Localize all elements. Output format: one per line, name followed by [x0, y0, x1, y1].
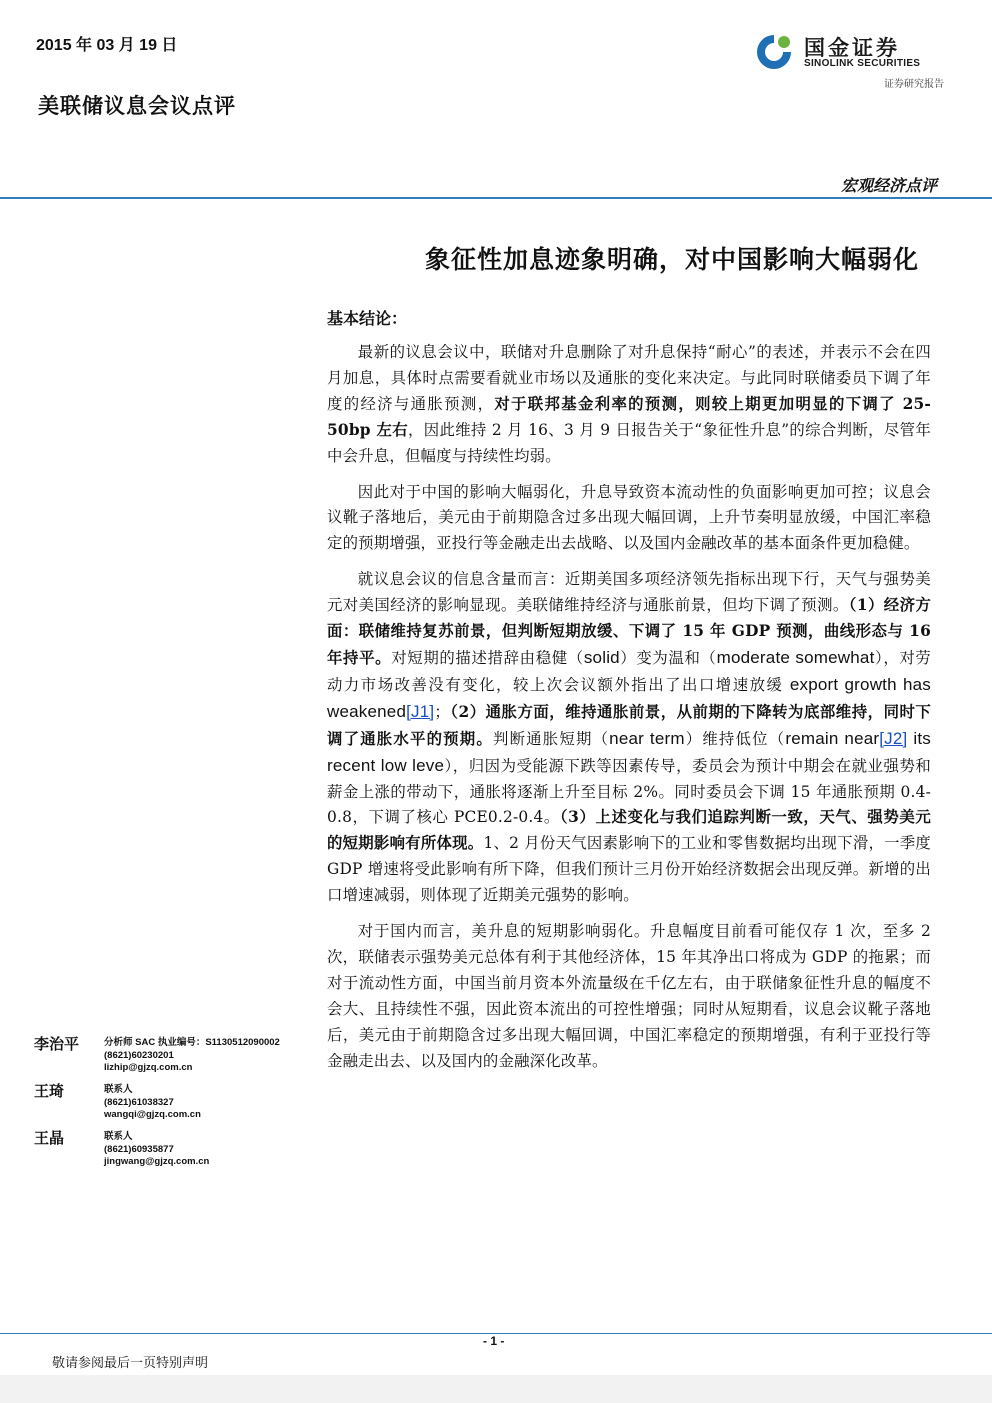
logo-subtitle: 证券研究报告 — [884, 79, 944, 90]
analyst-card — [34, 1127, 319, 1174]
report-category: 宏观经济点评 — [840, 176, 937, 195]
analyst-name: 李治平 — [34, 1035, 80, 1053]
footer-band — [0, 1375, 992, 1403]
section-heading: 基本结论： — [327, 309, 408, 328]
bold-text-run: （1）经济方面：联储维持复苏前景，但判断短期放缓、下调了 15 年 GDP 预测，曲线形态与 16 年持平。 — [327, 596, 931, 667]
text-run: ）维持低位（ — [684, 729, 786, 748]
text-run: 最新的议息会议中，联储对升息删除了对升息保持“耐心”的表述，并表示不会在四月加息，具体时点需要看就业市场以及通胀的变化来决定。与此同时联储委员下调了年度的经济与通胀预测， — [327, 343, 931, 413]
text-run: 就议息会议的信息含量而言：近期美国多项经济领先指标出现下行，天气与强势美元对美国经济的影响显现。美联储维持经济与通胀前景，但均下调了预测。 — [327, 570, 931, 615]
analyst-role: 分析师 SAC 执业编号：S1130512090002 — [104, 1037, 280, 1048]
text-run: ）变为温和（ — [619, 648, 717, 667]
logo-mark-icon — [754, 32, 794, 72]
text-run: ），对劳动力市场改善没有变化，较上次会议额外指出了出口增速放缓 — [327, 648, 932, 694]
header-divider — [0, 197, 992, 199]
text-run: 对短期的描述措辞由稳健（ — [391, 648, 584, 667]
page-title: 象征性加息迹象明确，对中国影响大幅弱化 — [424, 245, 919, 274]
logo-name-cn: 国金证券 — [804, 36, 900, 60]
english-term: remain near — [785, 728, 880, 748]
english-term: export growth has weakened — [327, 674, 932, 721]
paragraph-2: 因此对于中国的影响大幅弱化，升息导致资本流动性的负面影响更加可控；议息会议靴子落地后，美元由于前期隐含过多出现大幅回调，上升节奏明显放缓，中国汇率稳定的预期增强，亚投行等金融走出去战略、以及国内金融改革的基本面条件更加稳健。 — [327, 482, 931, 553]
paragraph-1 — [327, 340, 931, 470]
paragraph-3 — [327, 567, 931, 909]
bold-text-run: （3）上述变化与我们追踪判断一致，天气、强势美元的短期影响有所体现。 — [327, 808, 931, 853]
bold-text-run: （2）通胀方面，维持通胀前景，从前期的下降转为底部维持，同时下调了通胀水平的预期。 — [327, 702, 931, 748]
text-run: ； — [434, 702, 450, 721]
text-run: 1、2 月份天气因素影响下的工业和零售数据均出现下滑，一季度 GDP 增速将受此影响有所下降，但我们预计三月份开始经济数据会出现反弹。新增的出口增速减弱，则体现了近期美元强势的影响。 — [327, 834, 931, 905]
analyst-info — [104, 1037, 280, 1075]
report-body — [327, 340, 931, 1084]
analyst-card — [34, 1033, 319, 1080]
report-date: 2015 年 03 月 19 日 — [36, 37, 178, 54]
analyst-name: 王琦 — [34, 1082, 65, 1100]
bold-text-run: 对于联邦基金利率的预测，则较上期更加明显的下调了 25-50bp 左右 — [327, 394, 931, 439]
analyst-card — [34, 1080, 319, 1127]
analyst-phone: (8621)60935877 — [104, 1143, 174, 1155]
analyst-email[interactable]: lizhip@gjzq.com.cn — [104, 1062, 193, 1073]
analyst-info — [104, 1131, 209, 1169]
text-run: ，因此维持 2 月 16、3 月 9 日报告关于“象征性升息”的综合判断，尽管年中会升息，但幅度与持续性均弱。 — [327, 420, 931, 465]
company-logo — [754, 30, 944, 92]
analyst-phone: (8621)61038327 — [104, 1096, 174, 1108]
analyst-email[interactable]: jingwang@gjzq.com.cn — [104, 1156, 210, 1167]
analyst-role: 联系人 — [104, 1084, 133, 1095]
comment-link-j2[interactable]: [J2] — [879, 728, 908, 748]
disclaimer-note: 敬请参阅最后一页特别声明 — [52, 1356, 209, 1371]
analyst-email[interactable]: wangqi@gjzq.com.cn — [104, 1109, 201, 1120]
page-number: - 1 - — [483, 1334, 505, 1348]
analyst-list — [34, 1033, 319, 1174]
analyst-phone: (8621)60230201 — [104, 1049, 174, 1061]
comment-link-j1[interactable]: [J1] — [406, 701, 435, 721]
analyst-role: 联系人 — [104, 1131, 133, 1142]
analyst-info — [104, 1084, 201, 1122]
english-term: moderate somewhat — [716, 647, 875, 667]
english-term: its recent low leve — [327, 728, 931, 775]
text-run: ），归因为受能源下跌等因素传导，委员会为预计中期会在就业强势和薪金上涨的带动下，通胀将逐渐上升至目标 2%。同时委员会下调 15 年通胀预期 0.4-0.8，下调了核心 PCE0.2-0.4。 — [327, 756, 931, 827]
english-term: solid — [583, 647, 620, 667]
document-type: 美联储议息会议点评 — [38, 93, 236, 118]
logo-name-en: SINOLINK SECURITIES — [804, 58, 921, 69]
paragraph-4: 对于国内而言，美升息的短期影响弱化。升息幅度目前看可能仅存 1 次，至多 2 次，联储表示强势美元总体有利于其他经济体，15 年其净出口将成为 GDP 的拖累；而对于流动性方面，中国当前月资本外流量级在千亿左右，由于联储象征性升息的幅度不会大、且持续性不强，因此资本流出的可控性增强；同时从短期看，议息会议靴子落地后，美元由于前期隐含过多出现大幅回调，中国汇率稳定的预期增强，有利于亚投行等金融走出去、以及国内的金融深化改革。 — [327, 922, 931, 1070]
text-run: 判断通胀短期（ — [492, 729, 610, 748]
analyst-name: 王晶 — [34, 1129, 65, 1147]
english-term: near term — [609, 728, 685, 748]
